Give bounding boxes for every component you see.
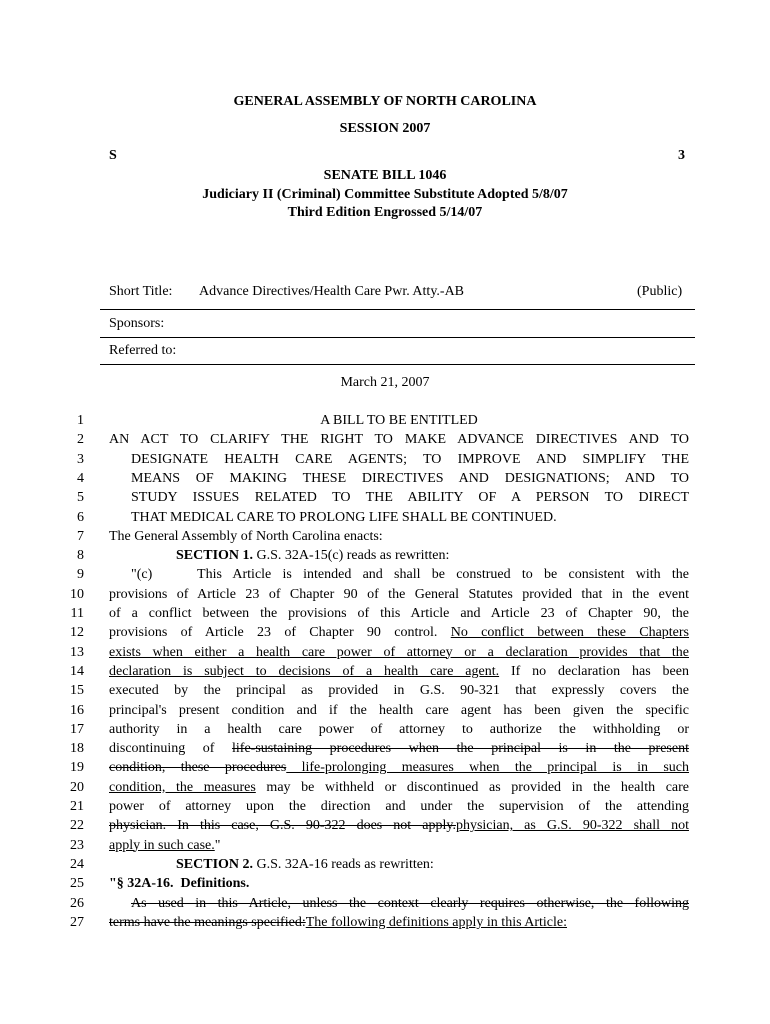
- body-line: power of attorney upon the direction and under the supervision of the attending: [109, 799, 689, 814]
- body-line: of a conflict between the provisions of this Article and Article 23 of Chapter 90, the: [109, 606, 689, 621]
- bill-title: A BILL TO BE ENTITLED: [320, 413, 478, 428]
- plain-text: If no declaration has been: [499, 663, 689, 679]
- bill-number: SENATE BILL 1046: [323, 168, 447, 183]
- line-number: 13: [70, 644, 84, 660]
- line-number: 26: [70, 895, 84, 911]
- line-number: 2: [77, 432, 84, 448]
- session-heading: SESSION 2007: [339, 121, 431, 136]
- short-title-value: Advance Directives/Health Care Pwr. Atty.-AB: [199, 284, 465, 299]
- info-divider: [100, 364, 695, 365]
- chamber-letter: S: [109, 148, 117, 163]
- line-number: 15: [70, 683, 84, 699]
- section-1-heading: SECTION 1.: [176, 548, 254, 564]
- definitions-heading: "§ 32A-16. Definitions.: [109, 876, 250, 892]
- line-number: 25: [70, 876, 84, 892]
- public-label: (Public): [637, 284, 683, 299]
- line-number: 7: [77, 528, 84, 544]
- body-line: [109, 780, 689, 796]
- inserted-text: apply in such case.: [109, 837, 215, 853]
- section-2-line: [176, 857, 686, 873]
- line-number: 6: [77, 509, 84, 525]
- body-line: "(c) This Article is intended and shall be construed to be consistent with the: [131, 567, 689, 583]
- body-line: executed by the principal as provided in G.S. 90-321 that expressly covers the: [109, 683, 689, 699]
- info-divider: [100, 337, 695, 338]
- line-number: 12: [70, 625, 84, 641]
- date-line: March 21, 2007: [340, 375, 430, 390]
- section-2-text: G.S. 32A-16 reads as rewritten:: [253, 856, 434, 872]
- act-title-line: THAT MEDICAL CARE TO PROLONG LIFE SHALL BE CONTINUED.: [131, 509, 557, 525]
- inserted-text: The following definitions apply in this Article:: [305, 914, 568, 930]
- body-line: principal's present condition and if the health care agent has been given the specific: [109, 702, 689, 718]
- act-title-line: MEANS OF MAKING THESE DIRECTIVES AND DESIGNATIONS; AND TO: [131, 470, 689, 486]
- enacting-clause: The General Assembly of North Carolina enacts:: [109, 528, 383, 544]
- inserted-text: declaration is subject to decisions of a health care agent.: [109, 663, 500, 679]
- deleted-text: As used in this Article, unless the context clearly requires otherwise, the following: [131, 895, 689, 911]
- inserted-text: No conflict between these Chapters: [450, 625, 690, 641]
- line-number: 27: [70, 914, 84, 930]
- act-title-line: DESIGNATE HEALTH CARE AGENTS; TO IMPROVE AND SIMPLIFY THE: [131, 451, 689, 467]
- line-number: 9: [77, 567, 84, 583]
- body-line: [109, 760, 689, 776]
- line-number: 11: [70, 606, 84, 621]
- sponsors-label: Sponsors:: [109, 316, 165, 331]
- edition-line: Third Edition Engrossed 5/14/07: [287, 205, 483, 220]
- act-title-line: STUDY ISSUES RELATED TO THE ABILITY OF A PERSON TO DIRECT: [131, 490, 689, 506]
- act-title-line: AN ACT TO CLARIFY THE RIGHT TO MAKE ADVANCE DIRECTIVES AND TO: [109, 432, 689, 448]
- deleted-text: condition, these procedures: [109, 760, 287, 776]
- line-number: 1: [77, 413, 84, 428]
- line-number: 14: [70, 663, 84, 679]
- body-line: [109, 625, 689, 641]
- section-1-line: [176, 548, 686, 564]
- body-line: [109, 838, 689, 854]
- inserted-text: life-prolonging measures when the principal is in such: [286, 760, 689, 776]
- line-number: 10: [70, 586, 84, 602]
- line-number: 23: [70, 837, 84, 853]
- line-number: 22: [70, 818, 84, 834]
- inserted-text: exists when either a health care power of attorney or a declaration provides that the: [109, 644, 689, 660]
- body-line: [109, 741, 689, 757]
- line-number: 24: [70, 856, 84, 872]
- deleted-text: life-sustaining procedures when the principal is in the present: [232, 741, 689, 757]
- deleted-text: terms have the meanings specified:: [109, 914, 306, 930]
- line-number: 19: [70, 760, 84, 776]
- line-number: 3: [77, 451, 84, 467]
- line-number: 17: [70, 721, 84, 737]
- body-line: [109, 915, 689, 931]
- referred-label: Referred to:: [109, 343, 177, 358]
- line-number: 16: [70, 702, 84, 718]
- info-divider: [100, 309, 695, 310]
- line-number: 18: [70, 741, 84, 757]
- plain-text: provisions of Article 23 of Chapter 90 control.: [109, 625, 451, 641]
- section-2-heading: SECTION 2.: [176, 856, 254, 872]
- line-number: 21: [70, 799, 84, 814]
- body-line: [109, 818, 689, 834]
- edition-number: 3: [678, 148, 685, 163]
- assembly-heading: GENERAL ASSEMBLY OF NORTH CAROLINA: [233, 94, 537, 109]
- body-line: authority in a health care power of attorney to authorize the withholding or: [109, 721, 689, 737]
- section-1-text: G.S. 32A-15(c) reads as rewritten:: [253, 548, 450, 564]
- body-line: [109, 664, 689, 680]
- short-title-label: Short Title:: [109, 284, 173, 299]
- inserted-text: physician, as G.S. 90-322 shall not: [455, 818, 689, 834]
- plain-text: discontinuing of: [109, 741, 233, 757]
- inserted-text: condition, the measures: [109, 779, 256, 795]
- line-number: 4: [77, 470, 84, 486]
- line-number: 8: [77, 548, 84, 564]
- plain-text: ": [214, 837, 221, 853]
- body-line: provisions of Article 23 of Chapter 90 of the General Statutes provided that in the event: [109, 586, 689, 602]
- deleted-text: physician. In this case, G.S. 90-322 does not apply.: [109, 818, 456, 834]
- plain-text: may be withheld or discontinued as provided in the health care: [255, 779, 690, 795]
- committee-line: Judiciary II (Criminal) Committee Substitute Adopted 5/8/07: [202, 187, 568, 202]
- line-number: 20: [70, 779, 84, 795]
- line-number: 5: [77, 490, 84, 506]
